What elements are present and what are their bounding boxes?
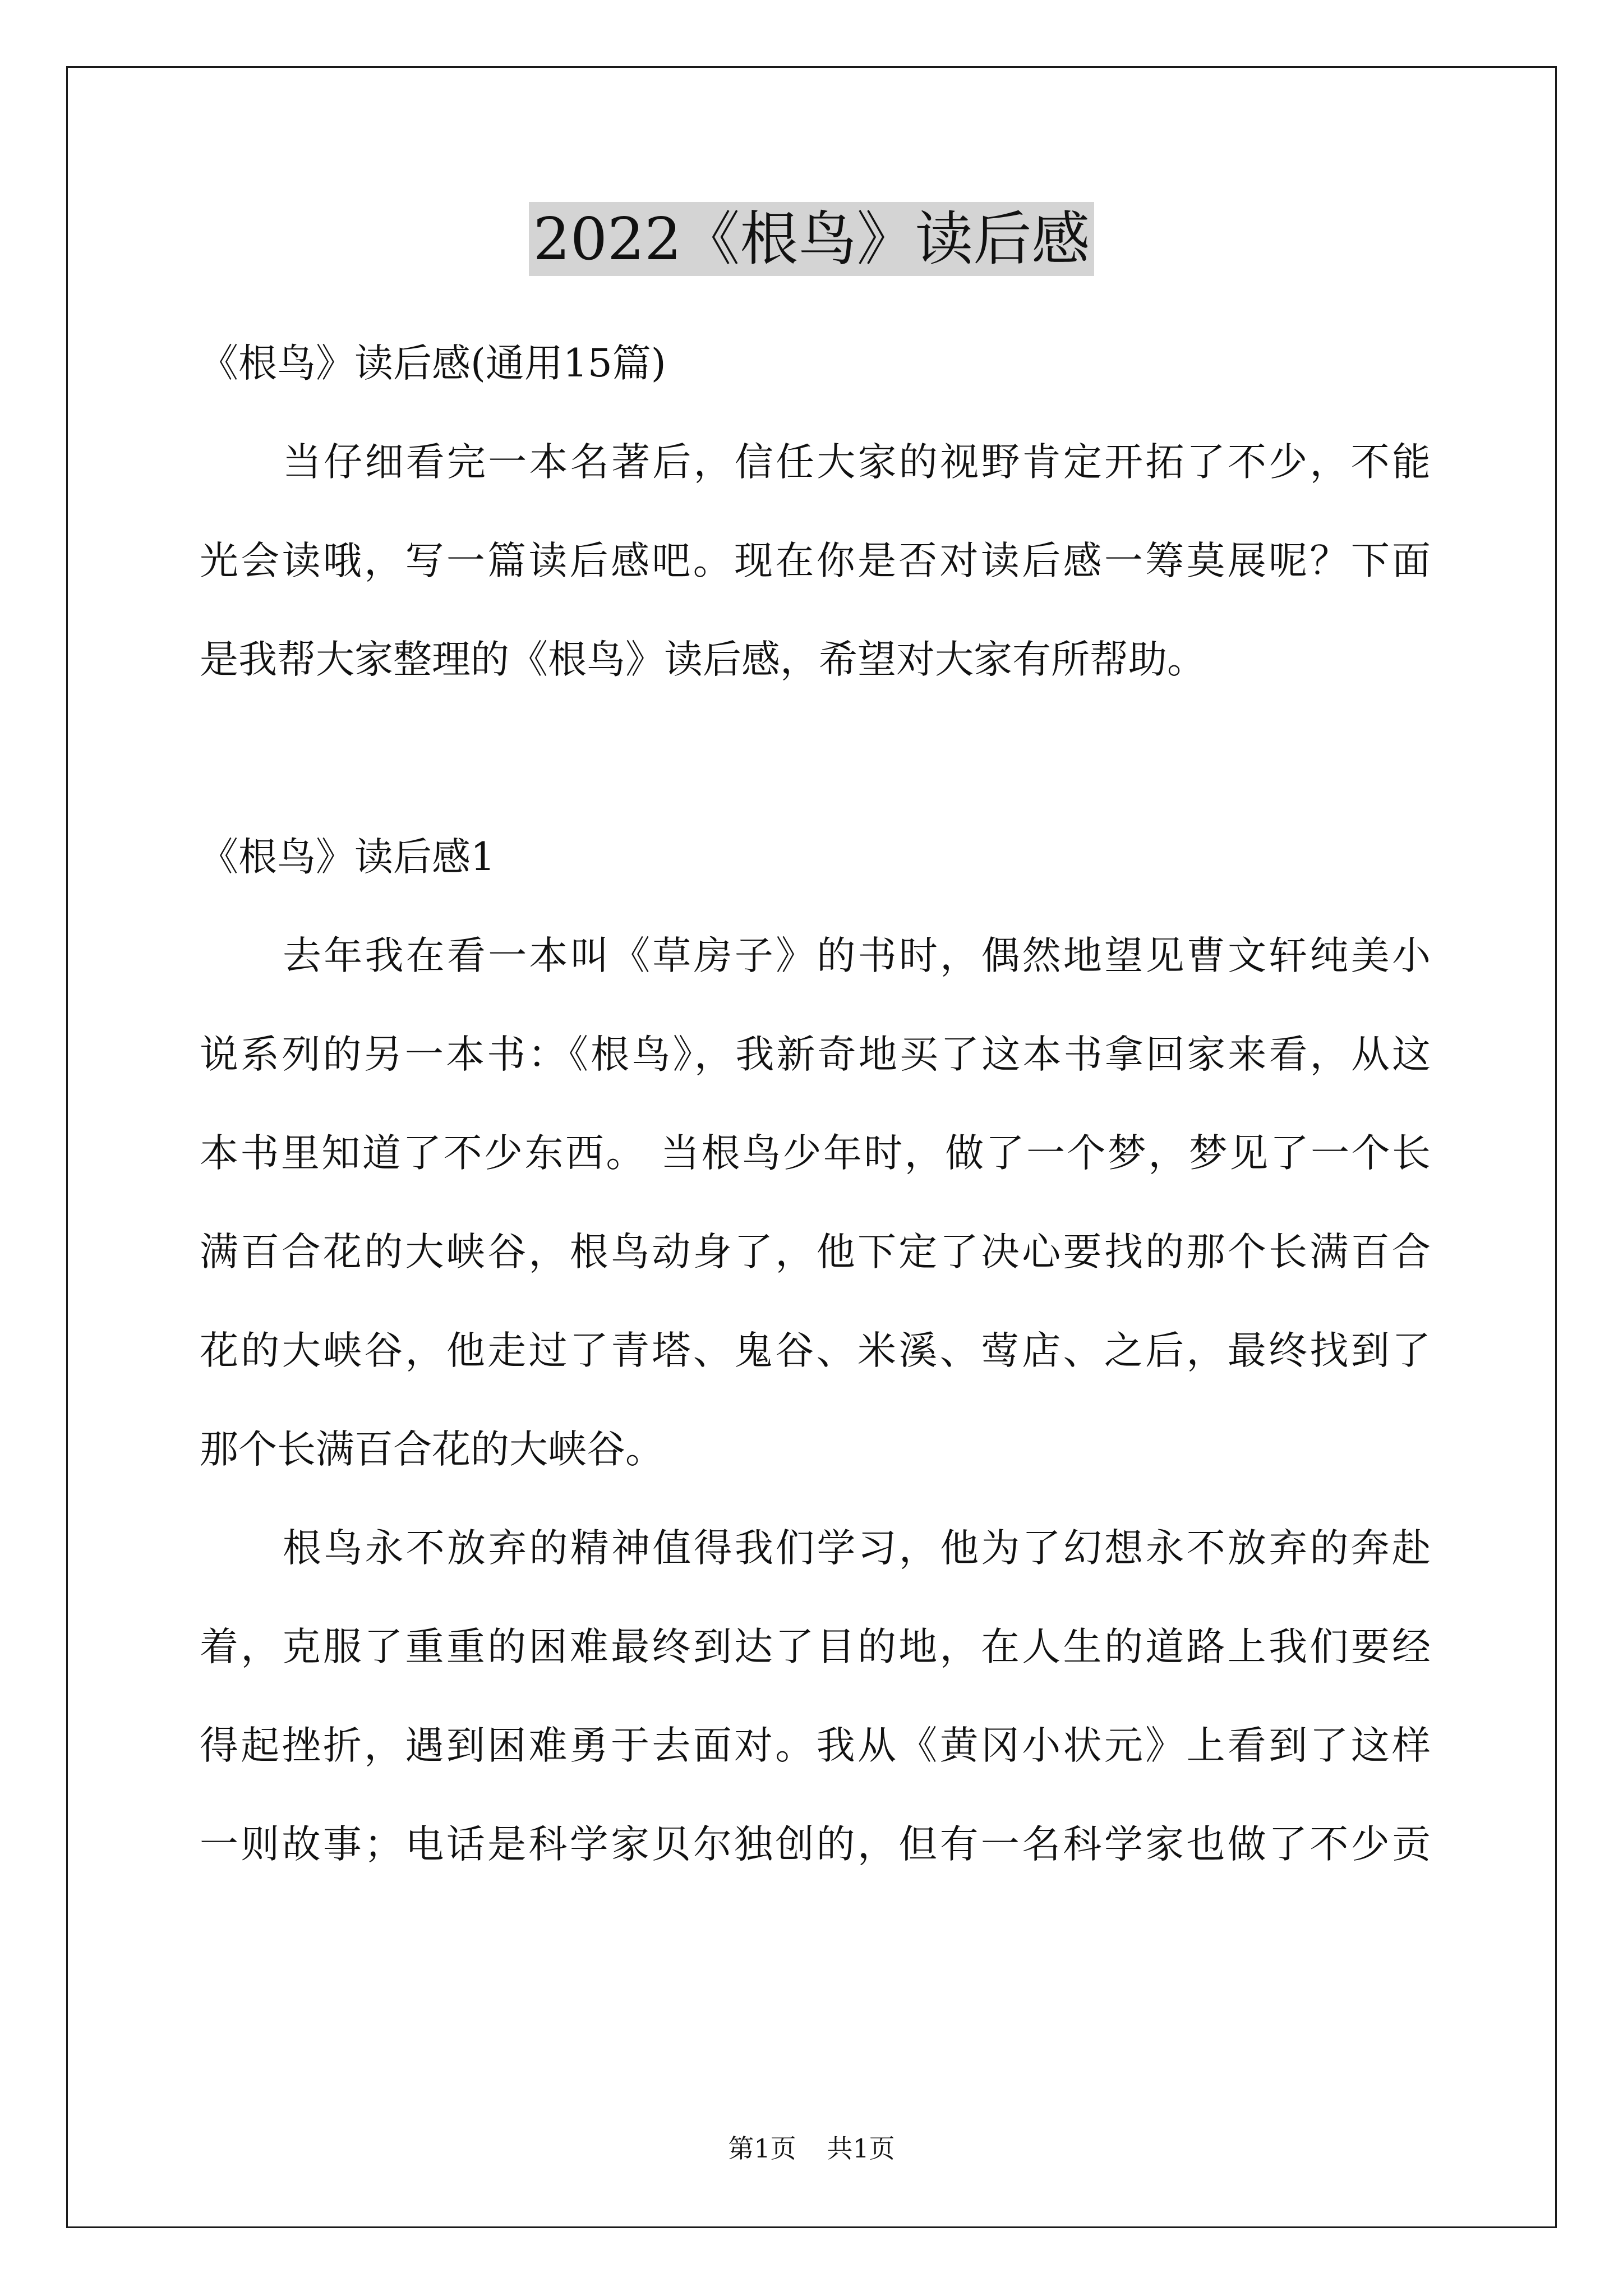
paragraph-gap <box>200 709 1431 808</box>
intro-line: 是我帮大家整理的《根鸟》读后感，希望对大家有所帮助。 <box>200 637 1206 682</box>
paragraph2-line: 得起挫折，遇到困难勇于去面对。我从《黄冈小状元》上看到了这样 <box>200 1723 1431 1768</box>
intro-line: 光会读哦，写一篇读后感吧。现在你是否对读后感一筹莫展呢？下面 <box>200 539 1431 583</box>
paragraph1-line: 去年我在看一本叫《草房子》的书时，偶然地望见曹文轩纯美小 <box>283 933 1431 978</box>
paragraph2-line: 根鸟永不放弃的精神值得我们学习，他为了幻想永不放弃的奔赴 <box>283 1526 1431 1571</box>
page-total: 共1页 <box>827 2133 895 2164</box>
page-footer <box>0 2132 1623 2165</box>
section-heading: 《根鸟》读后感1 <box>200 835 495 880</box>
paragraph1-line: 那个长满百合花的大峡谷。 <box>200 1427 664 1472</box>
intro-line: 当仔细看完一本名著后，信任大家的视野肯定开拓了不少，不能 <box>283 440 1431 485</box>
document-body <box>200 314 1431 1894</box>
paragraph1-line: 满百合花的大峡谷，根鸟动身了，他下定了决心要找的那个长满百合 <box>200 1230 1431 1274</box>
paragraph2-line: 一则故事；电话是科学家贝尔独创的，但有一名科学家也做了不少贡 <box>200 1822 1431 1867</box>
paragraph1-line: 本书里知道了不少东西。 当根鸟少年时，做了一个梦，梦见了一个长 <box>200 1131 1431 1176</box>
paragraph1-line: 说系列的另一本书：《根鸟》，我新奇地买了这本书拿回家来看，从这 <box>200 1032 1431 1077</box>
page-number: 第1页 <box>728 2133 796 2164</box>
title-container <box>0 202 1623 276</box>
document-subtitle: 《根鸟》读后感(通用15篇) <box>200 341 666 386</box>
paragraph2-line: 着，克服了重重的困难最终到达了目的地，在人生的道路上我们要经 <box>200 1625 1431 1669</box>
paragraph1-line: 花的大峡谷，他走过了青塔、鬼谷、米溪、莺店、之后，最终找到了 <box>200 1328 1431 1373</box>
document-title: 2022《根鸟》读后感 <box>529 202 1095 276</box>
